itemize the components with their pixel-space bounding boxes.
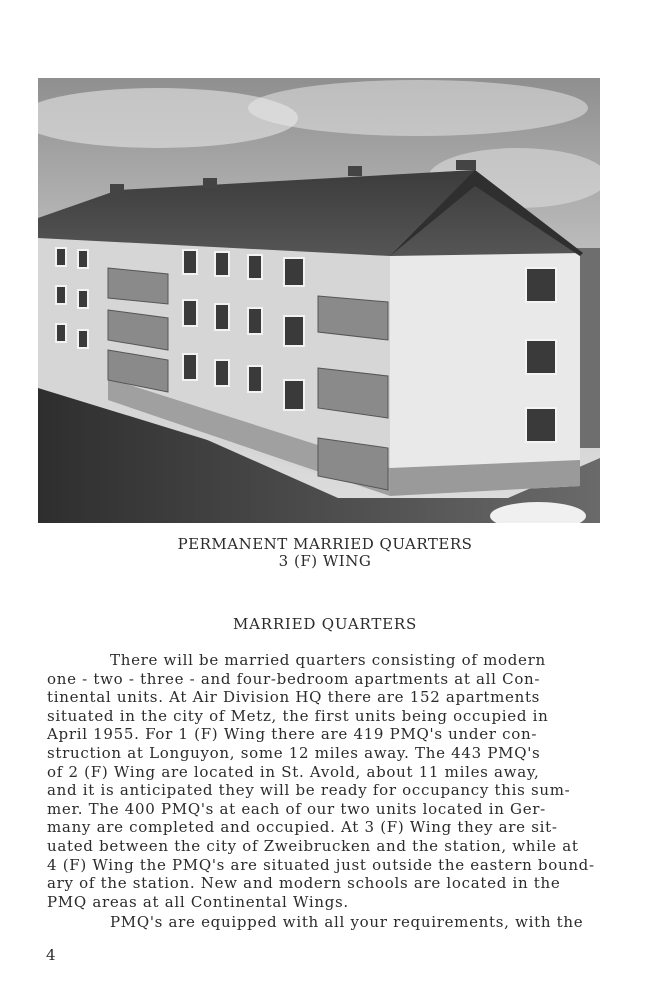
building-illustration [38, 78, 600, 523]
paragraph-line: tinental units. At Air Division HQ there are 152 apartments [47, 688, 541, 707]
paragraph-line: and it is anticipated they will be ready for occupancy this sum- [47, 781, 571, 800]
body-paragraph-continuation: PMQ's are equipped with all your requirements, with the [110, 913, 584, 931]
paragraph-line: PMQ areas at all Continental Wings. [47, 892, 349, 911]
paragraph-line: April 1955. For 1 (F) Wing there are 419 PMQ's under con- [47, 725, 538, 744]
paragraph-line: There will be married quarters consisting of modern [110, 651, 546, 669]
section-heading: MARRIED QUARTERS [232, 615, 418, 633]
body-paragraph [47, 651, 610, 911]
building-photo [38, 78, 600, 523]
paragraph-line: 4 (F) Wing the PMQ's are situated just outside the eastern bound- [47, 855, 595, 874]
paragraph-line: mer. The 400 PMQ's at each of our two units located in Ger- [47, 799, 546, 818]
paragraph-line: ary of the station. New and modern schools are located in the [47, 874, 561, 893]
paragraph-line: of 2 (F) Wing are located in St. Avold, about 11 miles away, [47, 762, 540, 781]
paragraph-line: struction at Longuyon, some 12 miles away. The 443 PMQ's [47, 743, 541, 762]
paragraph-line: many are completed and occupied. At 3 (F) Wing they are sit- [47, 818, 558, 837]
photo-caption [0, 536, 650, 570]
caption-line-2: 3 (F) WING [278, 552, 372, 570]
paragraph-line: uated between the city of Zweibrucken and the station, while at [47, 836, 579, 855]
paragraph-line: situated in the city of Metz, the first units being occupied in [47, 706, 549, 725]
paragraph-line: one - two - three - and four-bedroom apartments at all Con- [47, 669, 541, 688]
caption-line-1: PERMANENT MARRIED QUARTERS [177, 535, 473, 553]
page-number: 4 [46, 946, 56, 964]
